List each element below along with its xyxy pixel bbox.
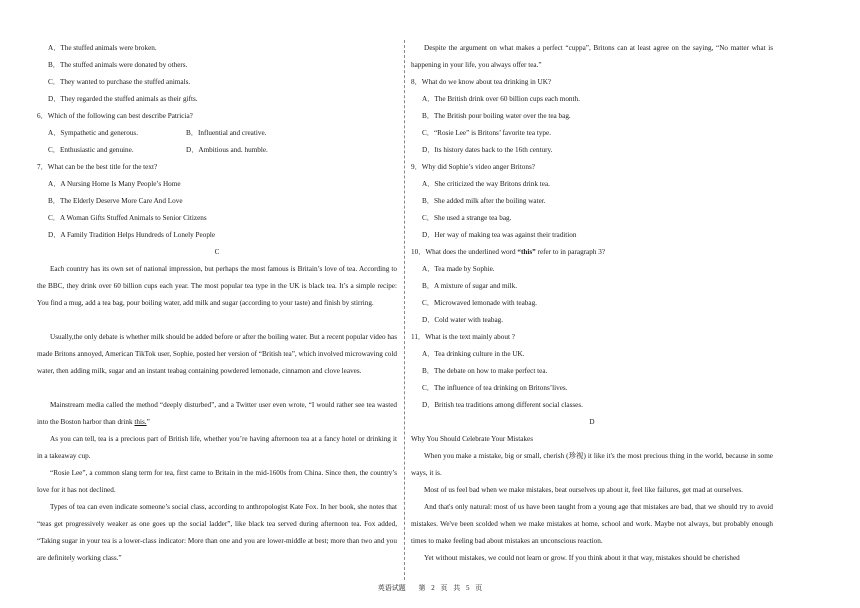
paragraph-d2: Most of us feel bad when we make mistakes, beat ourselves up about it, feel like failures, get mad at ourselves.	[424, 486, 743, 494]
q9-option-c: C．She used a strange tea bag.	[422, 214, 512, 222]
paragraph-c2: Usually,the only debate is whether milk should be added before or after the boiling water. But a recent popular video has made Britons annoyed, American TikTok user, Sophie, posted her version of “British tea”, which involved microwaving cold water, then adding milk, sugar and an instant teabag containing powdered lemonade, cinnamon and clove leaves.	[37, 333, 397, 375]
q10-option-b: B．A mixture of sugar and milk.	[422, 282, 518, 290]
q9-option-d: D．Her way of making tea was against their tradition	[422, 231, 577, 239]
q6-option-a: A．Sympathetic and generous.	[48, 129, 139, 137]
q9-option-b: B．She added milk after the boiling water.	[422, 197, 546, 205]
section-d-heading: D	[589, 418, 595, 426]
q10-option-d: D．Cold water with teabag.	[422, 316, 504, 324]
q7-option-c: C．A Woman Gifts Stuffed Animals to Senior Citizens	[48, 214, 207, 222]
paragraph-c6: Types of tea can even indicate someone’s social class, according to anthropologist Kate Fox. In her book, she notes that “teas get progressively weaker as one goes up the social ladder”, like black tea served during afternoon tea. Fox added, “Taking sugar in your tea is a lower-class indicator: More than one and you are lower-middle at best; more than two and you are definitely working class.”	[37, 503, 397, 562]
paragraph-d3: And that's only natural: most of us have been taught from a young age that mistakes are bad, that we should try to avoid mistakes. We've been scolded when we make mistakes at home, school and work. Maybe not always, but probably enough times to make feeling bad about mistakes an unconscious reaction.	[411, 503, 773, 545]
q5-option-a: A．The stuffed animals were broken.	[48, 44, 157, 52]
q7-option-d: D．A Family Tradition Helps Hundreds of Lonely People	[48, 231, 216, 239]
paragraph-c7: Despite the argument on what makes a perfect “cuppa”, Britons can at least agree on the saying, “No matter what is happening in your life, you always offer tea.”	[411, 44, 773, 69]
paragraph-c4: As you can tell, tea is a precious part of British life, whether you’re having afternoon tea at a fancy hotel or drinking it in a takeaway cup.	[37, 435, 397, 460]
question-10-text-end: refer to in paragraph 3?	[535, 248, 606, 256]
q5-option-c: C．They wanted to purchase the stuffed animals.	[48, 78, 191, 86]
column-divider	[404, 40, 405, 580]
page-footer: 英语试题 第 2 页 共 5 页	[377, 584, 483, 592]
q11-option-c: C．The influence of tea drinking on Britons’lives.	[422, 384, 568, 392]
q6-option-c: C．Enthusiastic and genuine.	[48, 146, 134, 154]
q6-option-b: B．Influential and creative.	[186, 129, 267, 137]
paragraph-c3-text: Mainstream media called the method “deeply disturbed”, and a Twitter user even wrote, “I would rather see tea wasted into the Boston harbor than drink	[37, 401, 397, 426]
q7-option-a: A．A Nursing Home Is Many People’s Home	[48, 180, 181, 188]
question-6: 6．Which of the following can best describe Patricia?	[37, 112, 193, 120]
q8-option-c: C．“Rosie Lee” is Britons’ favorite tea type.	[422, 129, 552, 137]
paragraph-d4: Yet without mistakes, we could not learn or grow. If you think about it that way, mistakes should be cherished	[424, 554, 740, 562]
paragraph-d1: When you make a mistake, big or small, cherish (珍视) it like it's the most precious thing in the world, because in some ways, it is.	[411, 452, 773, 477]
question-10-bold-word: “this”	[517, 248, 536, 256]
q8-option-b: B．The British pour boiling water over the tea bag.	[422, 112, 571, 120]
question-11: 11．What is the text mainly about ?	[411, 333, 515, 341]
q5-option-d: D．They regarded the stuffed animals as their gifts.	[48, 95, 198, 103]
q10-option-c: C．Microwaved lemonade with teabag.	[422, 299, 537, 307]
q11-option-a: A．Tea drinking culture in the UK.	[422, 350, 525, 358]
q7-option-b: B．The Elderly Deserve More Care And Love	[48, 197, 183, 205]
right-column	[411, 40, 773, 567]
passage-d-title: Why You Should Celebrate Your Mistakes	[411, 435, 533, 443]
q6-options-row-1	[37, 125, 397, 142]
paragraph-c1: Each country has its own set of national impression, but perhaps the most famous is Britain’s love of tea. According to the BBC, they drink over 60 billion cups each year. The most popular tea type in the UK is black tea. It’s a simple recipe: You find a mug, add a tea bag, pour boiling water, add milk and sugar (according to your taste) and finish by stirring.	[37, 265, 397, 307]
question-10	[411, 244, 773, 261]
question-9: 9．Why did Sophie’s video anger Britons?	[411, 163, 535, 171]
paragraph-c5: “Rosie Lee”, a common slang term for tea, first came to Britain in the mid-1600s from China. Since then, the country’s love for it has not declined.	[37, 469, 397, 494]
question-10-text: 10．What does the underlined word	[411, 248, 518, 256]
q9-option-a: A．She criticized the way Britons drink tea.	[422, 180, 550, 188]
paragraph-c3-end: ”	[146, 418, 150, 426]
paragraph-c3	[37, 397, 397, 431]
underlined-word-this: this.	[134, 418, 147, 426]
question-8: 8．What do we know about tea drinking in UK?	[411, 78, 552, 86]
q8-option-a: A．The British drink over 60 billion cups each month.	[422, 95, 580, 103]
question-7: 7．What can be the best title for the text?	[37, 163, 158, 171]
q5-option-b: B．The stuffed animals were donated by others.	[48, 61, 188, 69]
q6-option-d: D．Ambitious and. humble.	[186, 146, 268, 154]
q10-option-a: A．Tea made by Sophie.	[422, 265, 495, 273]
section-c-heading: C	[214, 248, 220, 256]
q8-option-d: D．Its history dates back to the 16th century.	[422, 146, 553, 154]
q6-options-row-2	[37, 142, 397, 159]
q11-option-b: B．The debate on how to make perfect tea.	[422, 367, 548, 375]
left-column	[37, 40, 397, 567]
q11-option-d: D．British tea traditions among different social classes.	[422, 401, 583, 409]
